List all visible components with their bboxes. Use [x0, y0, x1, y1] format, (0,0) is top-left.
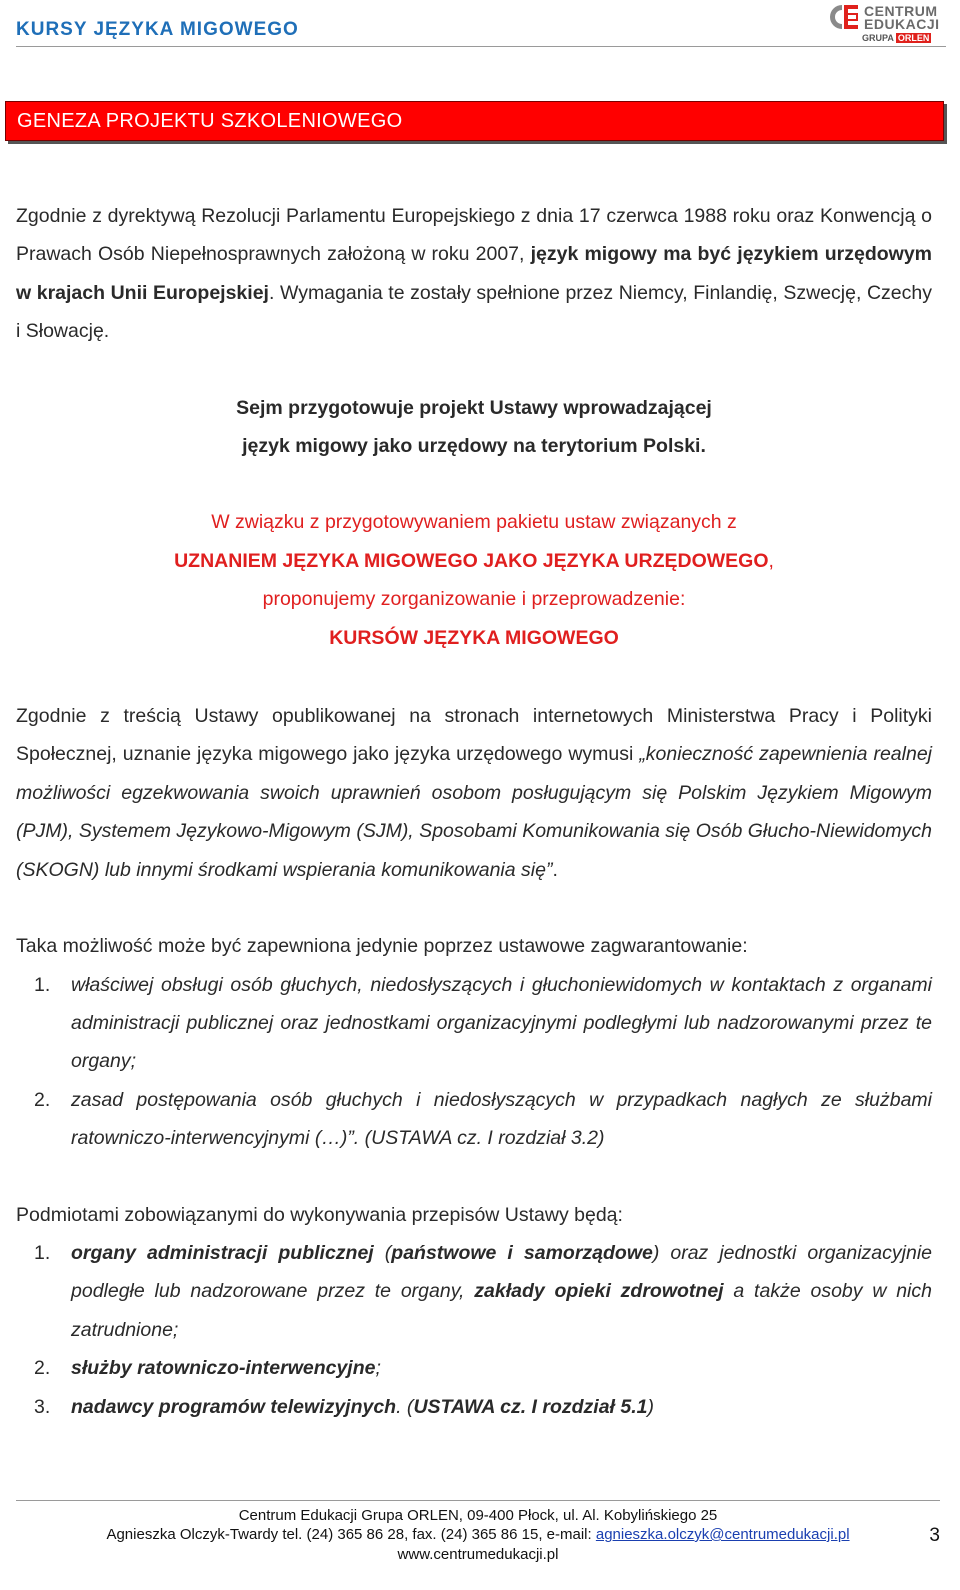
document-body [16, 197, 932, 1426]
list2 [16, 1234, 932, 1426]
sejm-line2: język migowy jako urzędowy na terytorium Polski. [242, 435, 706, 458]
section-banner [5, 101, 944, 141]
spacer [16, 465, 932, 503]
list-item-bold: nadawcy programów telewizyjnych [71, 1395, 397, 1418]
list-item-text: . ( [396, 1395, 414, 1418]
red-line4: KURSÓW JĘZYKA MIGOWEGO [329, 626, 619, 649]
red-line2-end: , [768, 549, 774, 572]
list-item-text: ) oraz jednostki organizacyjnie podległe lub nadzorowane przez te organy, [71, 1241, 933, 1303]
red-line3: proponujemy zorganizowanie i przeprowadzenie: [262, 588, 686, 611]
list-item-number: 1. [34, 973, 51, 996]
logo-line2: EDUKACJI [864, 16, 940, 32]
list-item-bold: organy administracji publicznej [71, 1241, 374, 1264]
list1-lead: Taka możliwość może być zapewniona jedynie poprzez ustawowe zagwarantowanie: [16, 935, 748, 958]
list-item [16, 1349, 932, 1387]
sejm-line1: Sejm przygotowuje projekt Ustawy wprowadzającej [236, 396, 712, 419]
list-item-bold: służby ratowniczo-interwencyjne [71, 1357, 376, 1380]
para2-italic: „konieczność zapewnienia realnej możliwości egzekwowania swoich uprawnień osobom posługującym się Polskim Językiem Migowym (PJM), Systemem Językowo-Migowym (SJM), Sposobami Komunikowania się Osób Głucho-Niewidomych (SKOGN) lub innymi środkami wspierania komunikowania się” [16, 743, 932, 881]
para2-end: . [552, 858, 558, 881]
logo-e-icon [828, 4, 860, 30]
intro-text: Zgodnie z dyrektywą Rezolucji Parlamentu Europejskiego z dnia 17 czerwca 1988 roku oraz Konwencją o Prawach Osób Niepełnosprawnych założoną w roku 2007, [16, 205, 932, 266]
list2-lead: Podmiotami zobowiązanymi do wykonywania przepisów Ustawy będą: [16, 1203, 623, 1226]
list-item-text: właściwej obsługi osób głuchych, niedosłyszących i głuchoniewidomych w kontaktach z organami administracji publicznej oraz jednostkami organizacyjnymi podległymi lub nadzorowanymi przez te organy; [71, 973, 932, 1073]
spacer [16, 1158, 932, 1196]
footer-contact-text: Agnieszka Olczyk-Twardy tel. (24) 365 86 28, fax. (24) 365 86 15, e-mail: [106, 1526, 596, 1543]
list-item [16, 1388, 932, 1426]
list-item-bold: zakłady opieki zdrowotnej [474, 1280, 724, 1303]
para2-start: Zgodnie z treścią Ustawy opublikowanej na stronach internetowych Ministerstwa Pracy i Polityki Społecznej, uznanie języka migowego jako języka urzędowego wymusi [16, 705, 932, 766]
list-item-number: 3. [34, 1395, 51, 1418]
header-title: KURSY JĘZYKA MIGOWEGO [16, 19, 299, 40]
intro-end: . Wymagania te zostały spełnione przez Niemcy, Finlandię, Szwecję, Czechy i Słowację. [16, 281, 932, 343]
list-item-text: zasad postępowania osób głuchych i niedosłyszących w przypadkach nagłych ze służbami ratowniczo-interwencyjnymi (…)”. (USTAWA cz. I rozdział 3.2) [71, 1088, 932, 1150]
red-line1: W związku z przygotowywaniem pakietu ustaw związanych z [211, 511, 737, 534]
footer-email-link[interactable]: agnieszka.olczyk@centrumedukacji.pl [595, 1526, 850, 1543]
footer-address: Centrum Edukacji Grupa ORLEN, 09-400 Płock, ul. Al. Kobylińskiego 25 [238, 1507, 718, 1524]
list-item-text: a także osoby w nich zatrudnione; [71, 1280, 932, 1341]
list-item [16, 1234, 932, 1349]
footer-website: www.centrumedukacji.pl [397, 1546, 559, 1563]
list-item [16, 1081, 932, 1158]
footer-contact [16, 1525, 940, 1545]
spacer [16, 889, 932, 927]
para2 [16, 697, 932, 889]
logo-line3 [862, 33, 931, 43]
spacer [16, 657, 932, 697]
page-number: 3 [929, 1525, 940, 1546]
list-item [16, 966, 932, 1081]
banner-title: GENEZA PROJEKTU SZKOLENIOWEGO [17, 110, 403, 132]
list-item-text: ( [373, 1241, 392, 1264]
list-item-number: 2. [34, 1357, 51, 1380]
intro-paragraph [16, 197, 932, 351]
list1 [16, 966, 932, 1158]
page-header [16, 0, 946, 47]
red-line2 [16, 542, 932, 580]
logo-line1: CENTRUM [864, 3, 938, 19]
logo-orlen: ORLEN [897, 33, 930, 43]
logo-grupa: GRUPA [862, 33, 894, 43]
list-item-bold: państwowe i samorządowe [391, 1241, 653, 1264]
intro-bold: język migowy ma być językiem urzędowym w krajach Unii Europejskiej [16, 243, 933, 304]
list-item-bold: USTAWA cz. I rozdział 5.1 [413, 1395, 648, 1418]
centrum-edukacji-logo [828, 2, 946, 44]
list-item-number: 2. [34, 1088, 51, 1111]
page-footer [16, 1500, 940, 1565]
red-line2-bold: UZNANIEM JĘZYKA MIGOWEGO JAKO JĘZYKA URZĘDOWEGO [174, 549, 769, 572]
list-item-text: ; [375, 1357, 381, 1380]
list-item-text: ) [647, 1395, 654, 1418]
list-item-number: 1. [34, 1241, 51, 1264]
spacer [16, 351, 932, 389]
